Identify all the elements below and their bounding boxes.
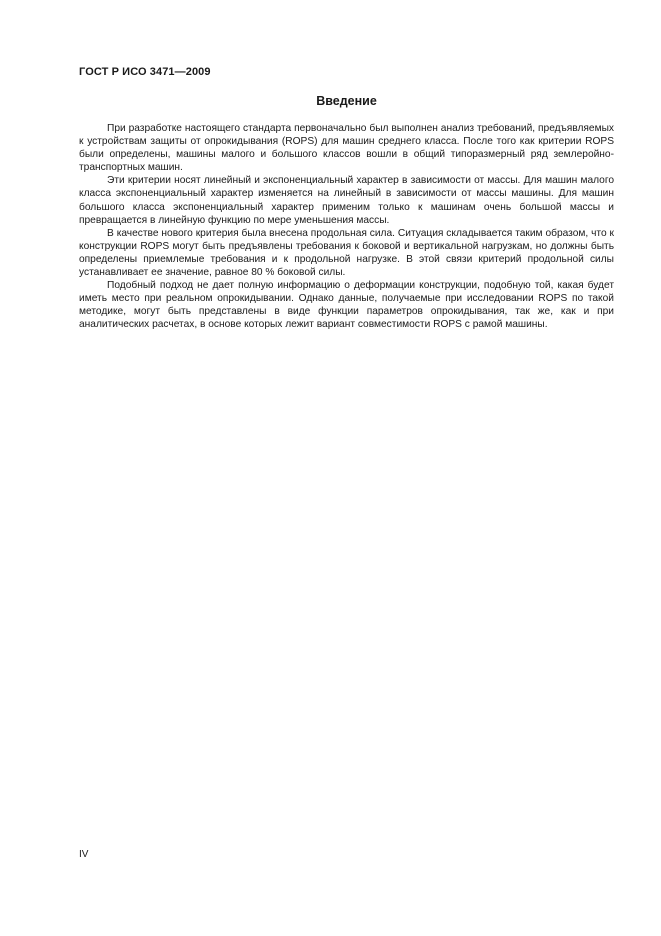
- document-code: ГОСТ Р ИСО 3471—2009: [79, 66, 211, 78]
- paragraph: Эти критерии носят линейный и экспоненциальный характер в зависимости от массы. Для машин малого класса экспоненциальный характер изменяется на линейный в зависимости от массы машины. Для машин большого класса экспоненциальный характер применим только к машинам очень большой массы и превращается в линейную функцию по мере уменьшения массы.: [79, 175, 614, 226]
- section-title: Введение: [316, 94, 377, 108]
- page-number: IV: [79, 849, 89, 860]
- paragraph: Подобный подход не дает полную информацию о деформации конструкции, подобную той, какая будет иметь место при реальном опрокидывании. Однако данные, получаемые при исследовании ROPS по такой методике, могут быть представлены в виде функции параметров опрокидывания, так же, как и при аналитических расчетах, в основе которых лежит вариант совместимости ROPS с рамой машины.: [79, 280, 614, 331]
- paragraph: В качестве нового критерия была внесена продольная сила. Ситуация складывается таким образом, что к конструкции ROPS могут быть предъявлены требования к боковой и вертикальной нагрузкам, но должны быть определены приемлемые требования и к продольной нагрузке. В этой связи критерий продольной силы устанавливает ее значение, равное 80 % боковой силы.: [79, 227, 614, 279]
- paragraph: При разработке настоящего стандарта первоначально был выполнен анализ требований, предъявляемых к устройствам защиты от опрокидывания (ROPS) для машин среднего класса. После того как критерии ROPS были определены, машины малого и большого классов вошли в общий типоразмерный ряд землеройно-транспортных машин.: [79, 123, 614, 174]
- section-body: [79, 122, 614, 332]
